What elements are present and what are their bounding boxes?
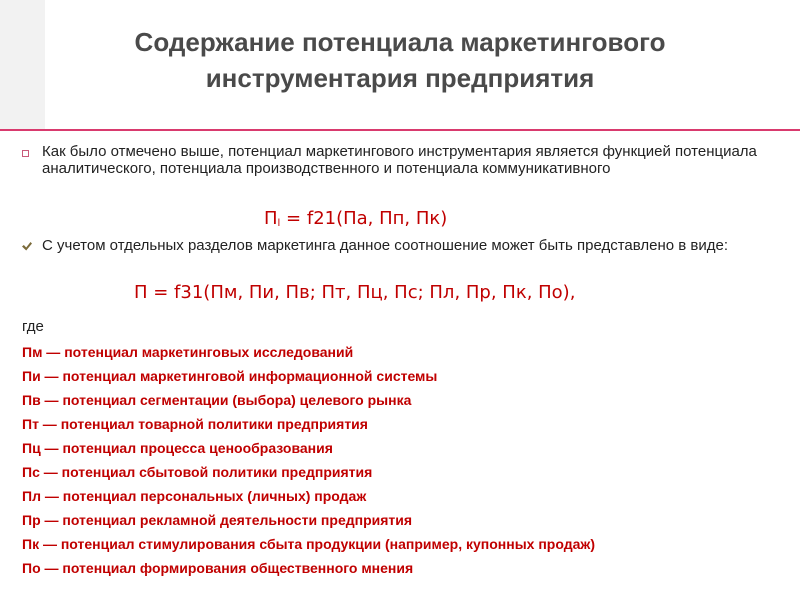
definition-item: Пи — потенциал маркетинговой информационной системы	[22, 368, 438, 384]
where-label: где	[22, 318, 44, 335]
definition-item: Пв — потенциал сегментации (выбора) целевого рынка	[22, 392, 412, 408]
formula-1	[264, 208, 447, 229]
paragraph-2: С учетом отдельных разделов маркетинга данное соотношение может быть представлено в виде:	[42, 237, 729, 254]
formula-1-subscript: l	[277, 218, 281, 229]
definition-item: Пс — потенциал сбытовой политики предприятия	[22, 464, 373, 480]
definition-item: Пм — потенциал маркетинговых исследований	[22, 344, 354, 360]
title-divider	[0, 129, 800, 131]
slide-title	[60, 24, 740, 96]
paragraph-1: Как было отмечено выше, потенциал маркетингового инструментария является функцией потенциала аналитического, потенциала производственного и потенциала коммуникативного	[42, 143, 757, 177]
title-line-1: Содержание потенциала маркетингового	[134, 27, 666, 57]
formula-1-rhs: = f21(Па, Пп, Пк)	[280, 208, 448, 229]
title-line-2: инструментария предприятия	[205, 63, 595, 93]
checkmark-bullet-icon	[22, 241, 32, 251]
formula-1-lhs: П	[264, 208, 278, 229]
definition-item: Пт — потенциал товарной политики предприятия	[22, 416, 368, 432]
definition-item: Пл — потенциал персональных (личных) продаж	[22, 488, 367, 504]
decorative-left-bar	[0, 0, 45, 130]
formula-2: П = f31(Пм, Пи, Пв; Пт, Пц, Пс; Пл, Пр, Пк, По),	[134, 282, 576, 303]
definition-item: По — потенциал формирования общественного мнения	[22, 560, 414, 576]
square-bullet-icon	[22, 150, 29, 157]
definition-item: Пц — потенциал процесса ценообразования	[22, 440, 333, 456]
definition-item: Пк — потенциал стимулирования сбыта продукции (например, купонных продаж)	[22, 536, 595, 552]
definition-item: Пр — потенциал рекламной деятельности предприятия	[22, 512, 413, 528]
definitions-list	[22, 340, 595, 580]
